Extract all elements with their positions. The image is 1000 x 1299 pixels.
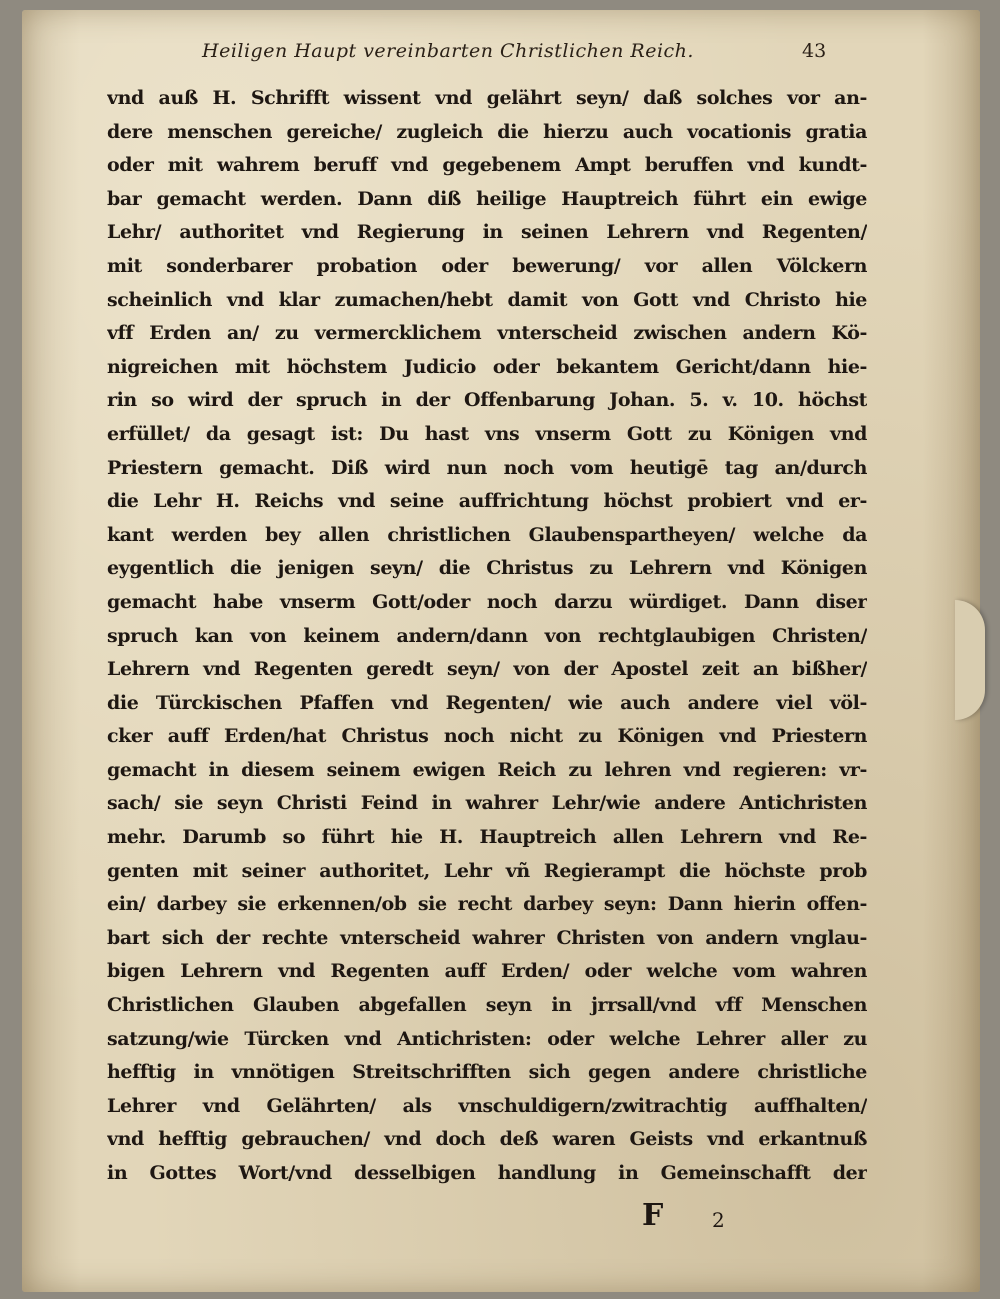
text-line: oder mit wahrem beruff vnd gegebenem Ampt beruffen vnd kundt- <box>107 154 867 177</box>
page-number: 43 <box>802 40 827 62</box>
running-head <box>22 40 980 70</box>
text-line: vnd auß H. Schrifft wissent vnd gelährt seyn/ daß solches vor an- <box>107 87 867 109</box>
text-line: Priestern gemacht. Diß wird nun noch vom heutigē tag an/durch <box>107 456 867 479</box>
text-line: rin so wird der spruch in der Offenbarung Johan. 5. v. 10. höchst <box>107 389 867 412</box>
text-line: gemacht habe vnserm Gott/oder noch darzu würdiget. Dann diser <box>107 590 867 613</box>
text-line: erfüllet/ da gesagt ist: Du hast vns vnserm Gott zu Königen vnd <box>107 422 867 445</box>
text-line: ein/ darbey sie erkennen/ob sie recht darbey seyn: Dann hierin offen- <box>107 893 867 916</box>
text-line: nigreichen mit höchstem Judicio oder bekantem Gericht/dann hie- <box>107 355 867 378</box>
text-line: cker auff Erden/hat Christus noch nicht zu Königen vnd Priestern <box>107 725 867 748</box>
text-line: bart sich der rechte vnterscheid wahrer Christen von andern vnglau- <box>107 926 867 949</box>
book-page <box>22 10 980 1292</box>
signature-mark: F <box>642 1198 664 1233</box>
text-line: spruch kan von keinem andern/dann von rechtglaubigen Christen/ <box>107 624 867 647</box>
text-line: dere menschen gereiche/ zugleich die hierzu auch vocationis gratia <box>107 120 867 143</box>
text-line: Lehr/ authoritet vnd Regierung in seinen Lehrern vnd Regenten/ <box>107 221 867 244</box>
text-line: scheinlich vnd klar zumachen/hebt damit von Gott vnd Christo hie <box>107 288 867 311</box>
text-line: hefftig in vnnötigen Streitschrifften sich gegen andere christliche <box>107 1061 867 1084</box>
text-line: in Gottes Wort/vnd desselbigen handlung in Gemeinschafft der <box>107 1162 867 1184</box>
text-line: Lehrer vnd Gelährten/ als vnschuldigern/zwitrachtig auffhalten/ <box>107 1094 867 1117</box>
page-edge-tab <box>955 600 985 720</box>
text-line: kant werden bey allen christlichen Glaubenspartheyen/ welche da <box>107 523 867 546</box>
text-line: mit sonderbarer probation oder bewerung/ vor allen Völckern <box>107 254 867 277</box>
text-line: bar gemacht werden. Dann diß heilige Hauptreich führt ein ewige <box>107 187 867 210</box>
text-line: genten mit seiner authoritet, Lehr vñ Regierampt die höchste prob <box>107 859 867 882</box>
text-line: Lehrern vnd Regenten geredt seyn/ von der Apostel zeit an bißher/ <box>107 658 867 681</box>
running-title: Heiligen Haupt vereinbarten Christlichen Reich. <box>202 40 694 62</box>
text-line: bigen Lehrern vnd Regenten auff Erden/ oder welche vom wahren <box>107 960 867 983</box>
text-line: vnd hefftig gebrauchen/ vnd doch deß waren Geists vnd erkantnuß <box>107 1128 867 1151</box>
text-line: mehr. Darumb so führt hie H. Hauptreich allen Lehrern vnd Re- <box>107 826 867 849</box>
text-line: Christlichen Glauben abgefallen seyn in jrrsall/vnd vff Menschen <box>107 994 867 1017</box>
text-line: eygentlich die jenigen seyn/ die Christus zu Lehrern vnd Königen <box>107 557 867 580</box>
text-line: vff Erden an/ zu vermercklichem vnterscheid zwischen andern Kö- <box>107 322 867 345</box>
text-line: die Lehr H. Reichs vnd seine auffrichtung höchst probiert vnd er- <box>107 490 867 513</box>
text-line: satzung/wie Türcken vnd Antichristen: oder welche Lehrer aller zu <box>107 1027 867 1050</box>
body-text <box>107 82 867 1191</box>
text-line: gemacht in diesem seinem ewigen Reich zu lehren vnd regieren: vr- <box>107 758 867 781</box>
text-line: sach/ sie seyn Christi Feind in wahrer Lehr/wie andere Antichristen <box>107 792 867 815</box>
signature-number: 2 <box>712 1208 725 1232</box>
text-line: die Türckischen Pfaffen vnd Regenten/ wie auch andere viel völ- <box>107 691 867 714</box>
